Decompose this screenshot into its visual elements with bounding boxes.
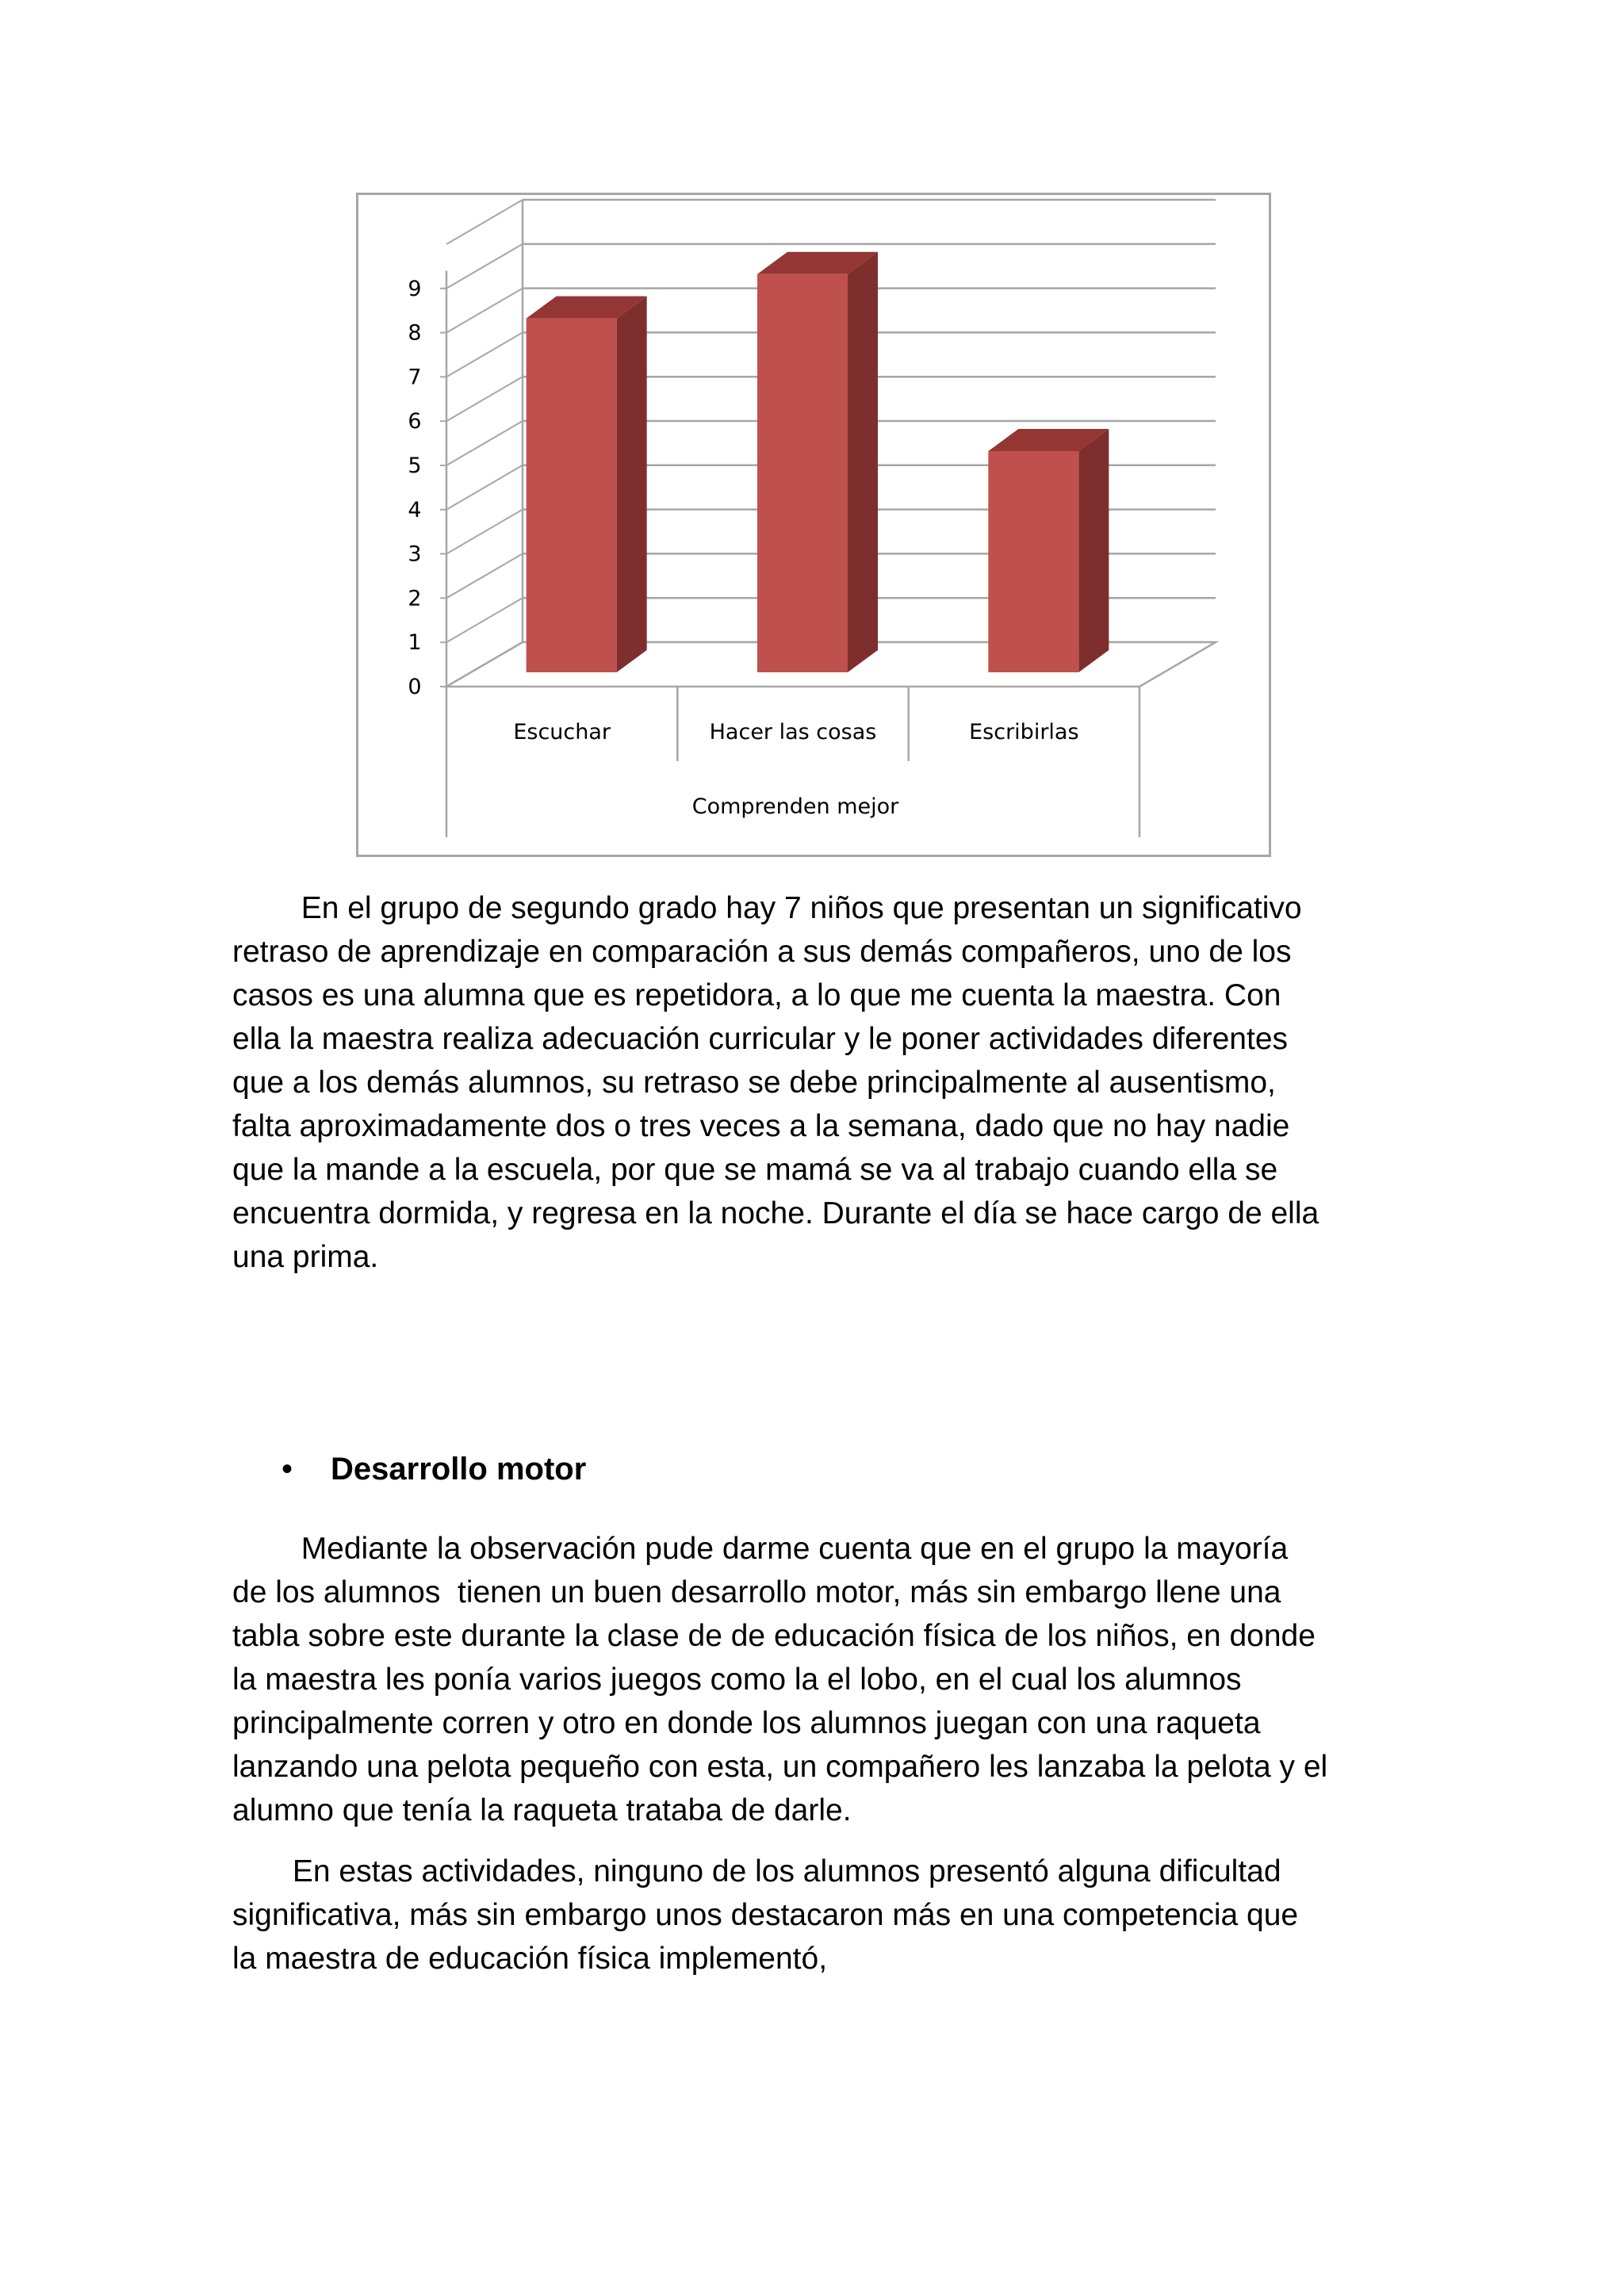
bullet-point: •	[282, 1452, 293, 1487]
paragraph-motor-observation: Mediante la observación pude darme cuenta que en el grupo la mayoría de los alumnos tienen un buen desarrollo motor, más sin embargo llene una tabla sobre este durante la clase de de educación física de los niños, en donde la maestra les ponía varios juegos como la el lobo, en el cual los alumnos principalmente corren y otro en donde los alumnos juegan con una raqueta lanzando una pelota pequeño con esta, un compañero les lanzaba la pelota y el alumno que tenía la raqueta trataba de darle.	[232, 1532, 1328, 1827]
paragraph-learning-delay: En el grupo de segundo grado hay 7 niños que presentan un significativo retraso de aprendizaje en comparación a sus demás compañeros, uno de los casos es una alumna que es repetidora, a lo que me cuenta la maestra. Con ella la maestra realiza adecuación curricular y le poner actividades diferentes que a los demás alumnos, su retraso se debe principalmente al ausentismo, falta aproximadamente dos o tres veces a la semana, dado que no hay nadie que la mande a la escuela, por que se mamá se va al trabajo cuando ella se encuentra dormida, y regresa en la noche. Durante el día se hace cargo de ella una prima.	[232, 891, 1320, 1274]
y-tick-label: 3	[408, 541, 422, 567]
y-tick-label: 7	[408, 365, 422, 390]
section-heading	[282, 1448, 586, 1491]
y-tick-label: 8	[408, 320, 422, 346]
y-tick-label: 2	[408, 586, 422, 611]
y-tick-label: 1	[408, 630, 422, 656]
y-tick-label: 4	[408, 497, 422, 522]
y-tick-label: 5	[408, 453, 422, 478]
chart-frame	[356, 193, 1271, 857]
x-axis-title: Comprenden mejor	[691, 794, 899, 819]
category-label: Escribirlas	[969, 720, 1079, 744]
y-tick-label: 9	[408, 276, 422, 301]
paragraph-activities: En estas actividades, ninguno de los alumnos presentó alguna dificultad significativa, más sin embargo unos destacaron más en una competencia que la maestra de educación física implementó,	[232, 1854, 1299, 1976]
category-label: Hacer las cosas	[709, 720, 877, 744]
y-tick-label: 0	[408, 675, 422, 699]
y-tick-label: 6	[408, 409, 422, 434]
heading-desarrollo-motor: Desarrollo motor	[331, 1452, 587, 1487]
category-label: Escuchar	[513, 720, 611, 744]
